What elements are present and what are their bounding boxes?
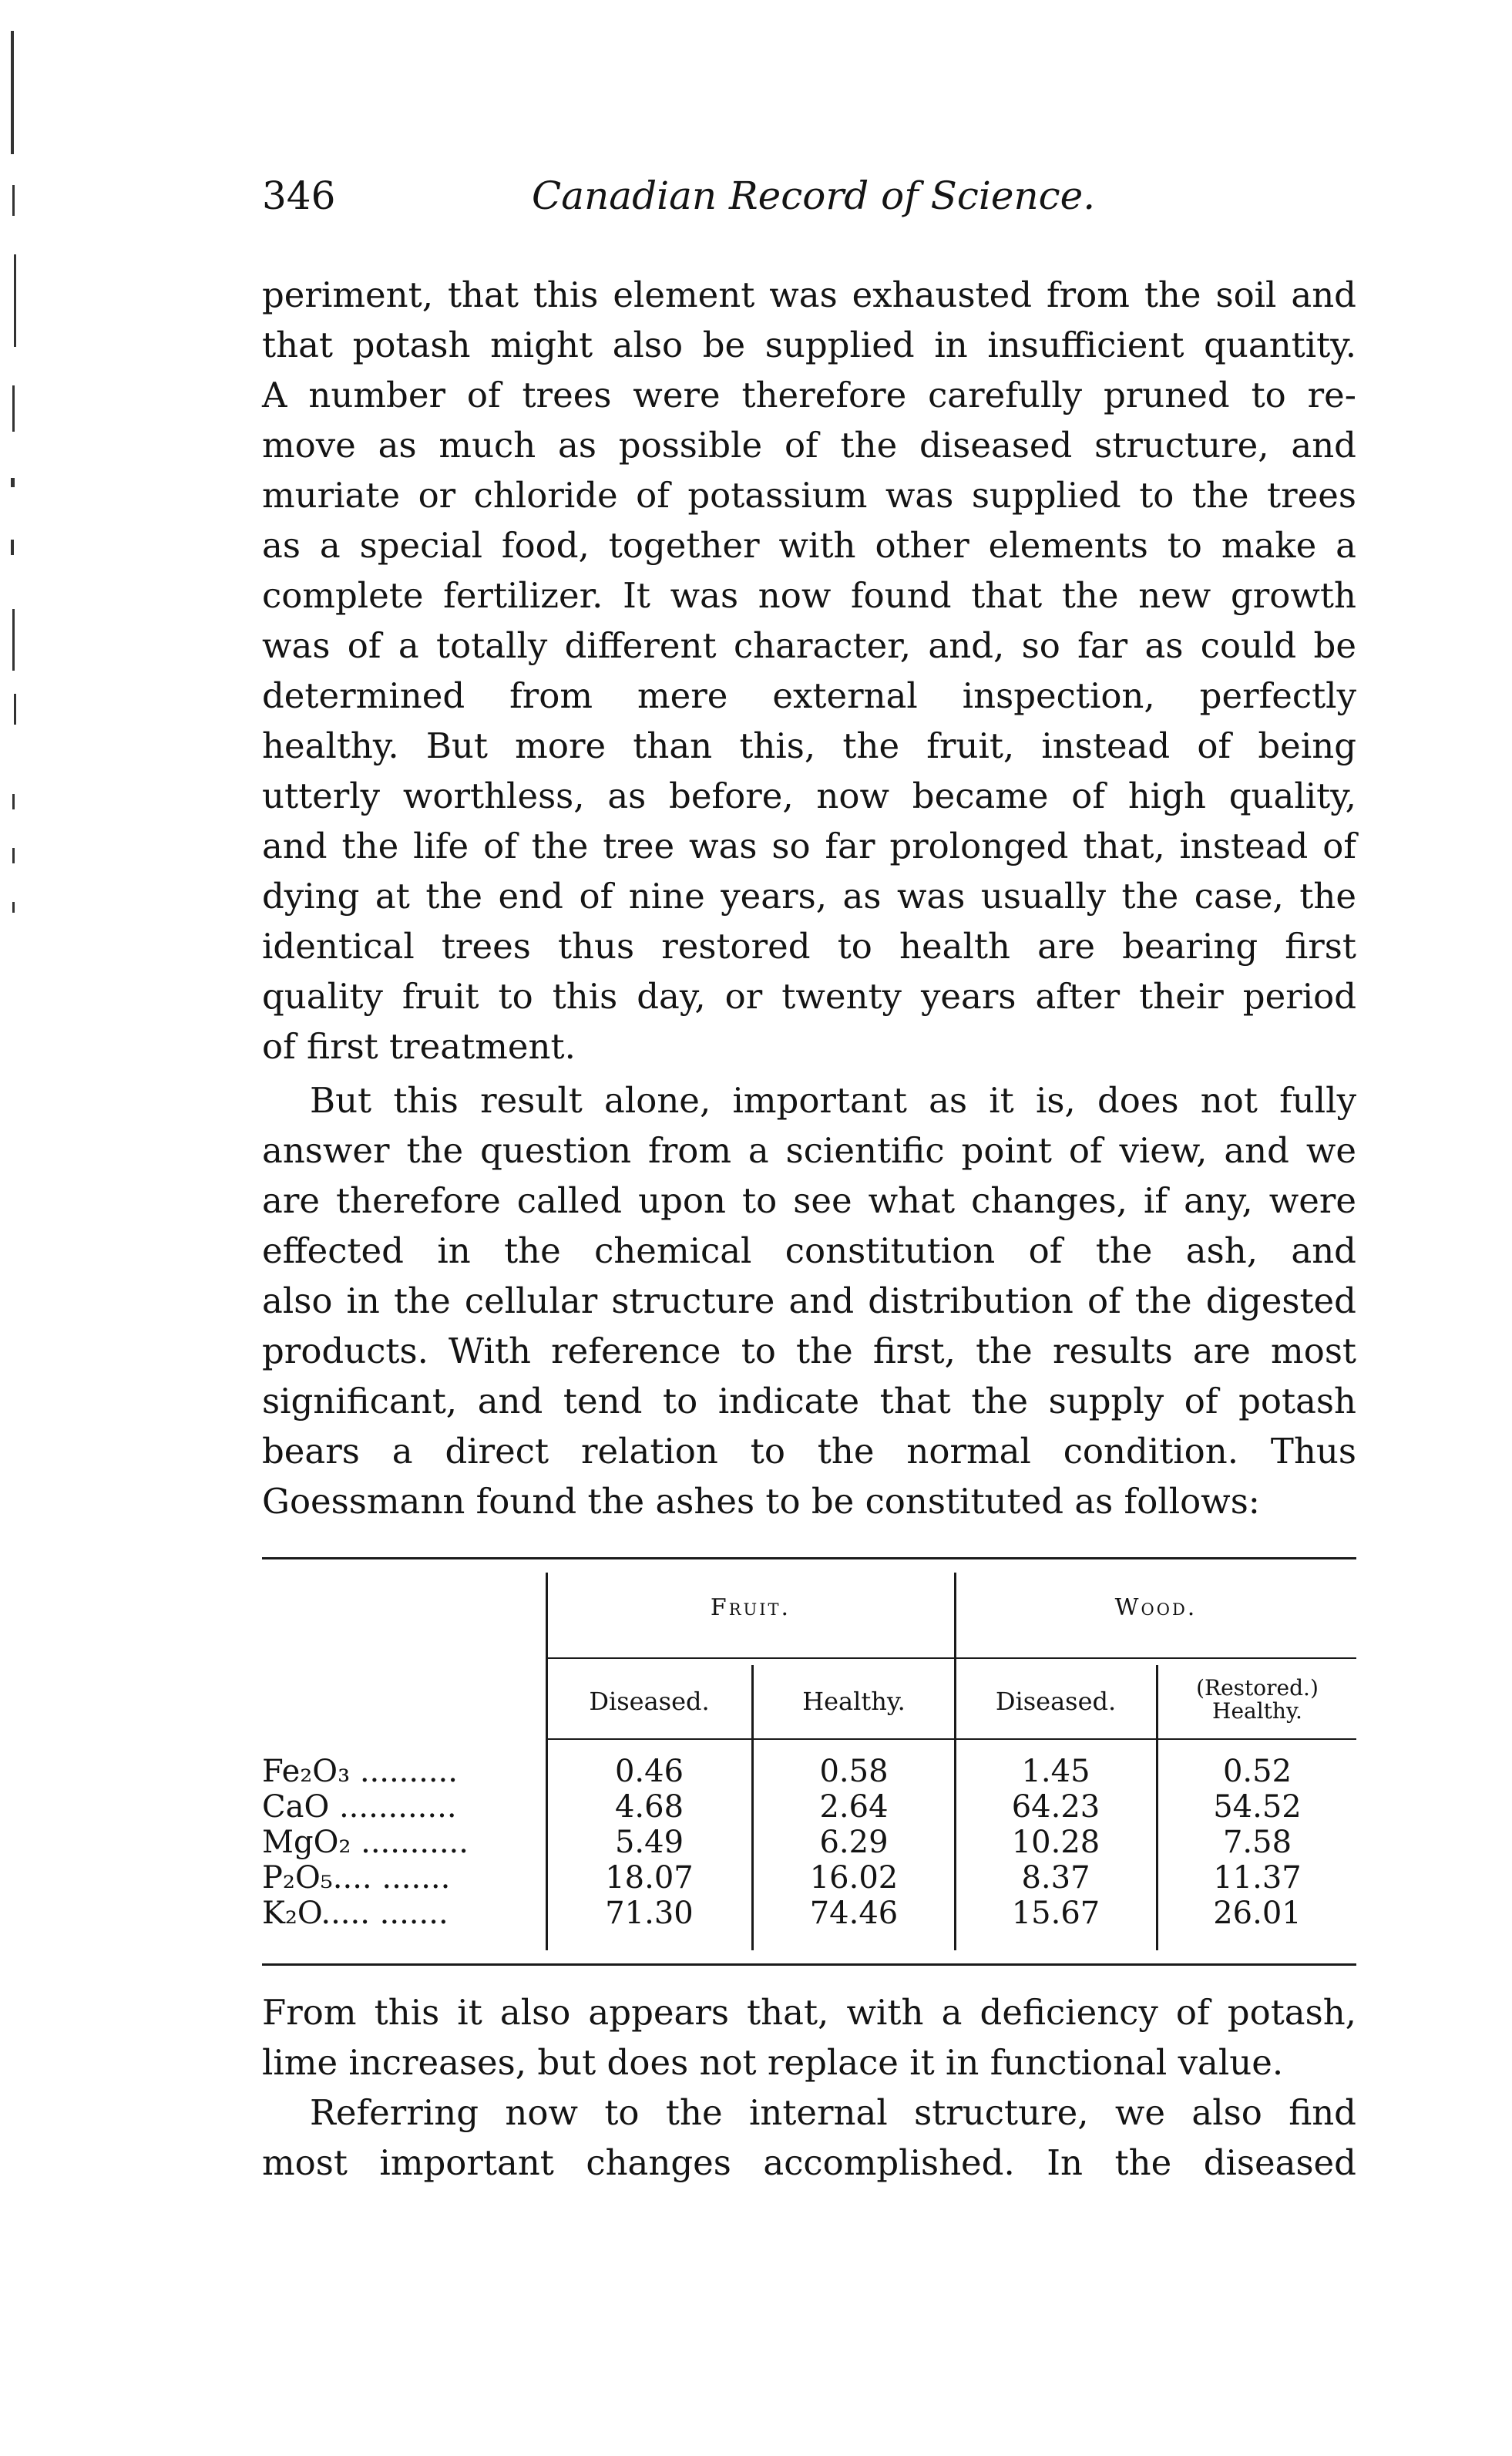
text-line: move as much as possible of the diseased structure, and	[262, 425, 1356, 466]
table-cell: 0.46	[614, 1754, 684, 1789]
table-cell: 16.02	[809, 1860, 899, 1896]
text-line: Referring now to the internal structure, we also find	[310, 2092, 1356, 2133]
column-fruit-diseased	[547, 1754, 751, 1931]
table-cell: 15.67	[1011, 1896, 1100, 1931]
table-cell: 8.37	[1021, 1860, 1090, 1896]
text-line: periment, that this element was exhausted from the soil and	[262, 274, 1356, 315]
text-line: are therefore called upon to see what changes, if any, were	[262, 1180, 1356, 1221]
text-line: effected in the chemical constitution of the ash, and	[262, 1230, 1356, 1271]
text-line: determined from mere external inspection, perfectly	[262, 675, 1356, 716]
text-line: complete fertilizer. It was now found that the new growth	[262, 575, 1356, 616]
group-header-wood: Wood.	[1114, 1594, 1198, 1621]
column-header: Diseased.	[589, 1687, 710, 1716]
text-line: bears a direct relation to the normal condition. Thus	[262, 1431, 1356, 1472]
text-line: Goessmann found the ashes to be constituted as follows:	[262, 1481, 1260, 1522]
table-cell: 6.29	[819, 1825, 889, 1860]
table-top-rule	[262, 1557, 1356, 1559]
table-cell: 74.46	[809, 1896, 899, 1931]
text-line: dying at the end of nine years, as was usually the case, the	[262, 876, 1356, 917]
row-label: K₂O..... .......	[262, 1896, 449, 1931]
page-number: 346	[262, 173, 336, 218]
column-fruit-healthy	[754, 1754, 954, 1931]
ash-composition-table	[262, 1557, 1356, 1966]
table-cell: 5.49	[614, 1825, 684, 1860]
text-line: healthy. But more than this, the fruit, instead of being	[262, 725, 1356, 766]
running-title: Canadian Record of Science.	[532, 173, 1096, 218]
text-line: muriate or chloride of potassium was supplied to the trees	[262, 475, 1356, 516]
text-line: also in the cellular structure and distribution of the digested	[262, 1280, 1356, 1321]
text-line: significant, and tend to indicate that the supply of potash	[262, 1381, 1356, 1421]
table-cell: 0.52	[1222, 1754, 1292, 1789]
table-cell: 2.64	[819, 1789, 889, 1825]
column-header-line: Healthy.	[1212, 1698, 1302, 1724]
text-line: identical trees thus restored to health are bearing first	[262, 926, 1356, 967]
paragraph-continued	[262, 270, 1356, 1072]
group-header-fruit: Fruit.	[710, 1594, 791, 1621]
table-bottom-rule	[262, 1963, 1356, 1966]
text-line: that potash might also be supplied in insufficient quantity.	[262, 325, 1356, 365]
table-cell: 18.07	[605, 1860, 694, 1896]
table-group-rule	[547, 1657, 1356, 1659]
text-line: quality fruit to this day, or twenty years after their period	[262, 976, 1356, 1017]
row-label: P₂O₅.... .......	[262, 1860, 451, 1896]
column-header: Diseased.	[995, 1687, 1117, 1716]
table-cell: 10.28	[1011, 1825, 1100, 1860]
table-cell: 64.23	[1011, 1789, 1100, 1825]
row-label: CaO ............	[262, 1789, 457, 1825]
column-header-line: (Restored.)	[1196, 1675, 1319, 1701]
table-cell: 11.37	[1213, 1860, 1302, 1896]
table-cell: 54.52	[1213, 1789, 1302, 1825]
column-header	[1158, 1677, 1356, 1723]
row-label: Fe₂O₃ ..........	[262, 1754, 458, 1789]
table-cell: 0.58	[819, 1754, 889, 1789]
text-line: as a special food, together with other elements to make a	[262, 525, 1356, 566]
column-wood-diseased	[956, 1754, 1156, 1931]
text-line: answer the question from a scientific point of view, and we	[262, 1130, 1356, 1171]
text-line: utterly worthless, as before, now became of high quality,	[262, 775, 1356, 816]
paragraph-conclusion	[262, 1987, 1356, 2188]
text-line: A number of trees were therefore carefully pruned to re-	[262, 375, 1356, 416]
page-header	[262, 173, 1356, 227]
text-line: was of a totally different character, and, so far as could be	[262, 625, 1356, 666]
table-cell: 4.68	[614, 1789, 684, 1825]
text-line: most important changes accomplished. In the diseased	[262, 2142, 1356, 2183]
column-wood-healthy	[1158, 1754, 1356, 1931]
text-line: From this it also appears that, with a deficiency of potash,	[262, 1992, 1356, 2033]
text-line: lime increases, but does not replace it in functional value.	[262, 2042, 1284, 2083]
table-cell: 7.58	[1222, 1825, 1292, 1860]
text-line: and the life of the tree was so far prolonged that, instead of	[262, 826, 1356, 866]
paragraph-goessmann	[262, 1075, 1356, 1526]
text-line: of first treatment.	[262, 1026, 576, 1067]
column-header: Healthy.	[802, 1687, 906, 1716]
row-labels	[262, 1754, 539, 1931]
margin-scan-marks	[0, 0, 46, 1002]
text-line: products. With reference to the first, the results are most	[262, 1331, 1356, 1371]
table-cell: 71.30	[605, 1896, 694, 1931]
table-cell: 26.01	[1213, 1896, 1302, 1931]
text-line: But this result alone, important as it is, does not fully	[310, 1080, 1356, 1121]
row-label: MgO₂ ...........	[262, 1825, 469, 1860]
table-header-rule	[547, 1738, 1356, 1740]
table-cell: 1.45	[1021, 1754, 1090, 1789]
